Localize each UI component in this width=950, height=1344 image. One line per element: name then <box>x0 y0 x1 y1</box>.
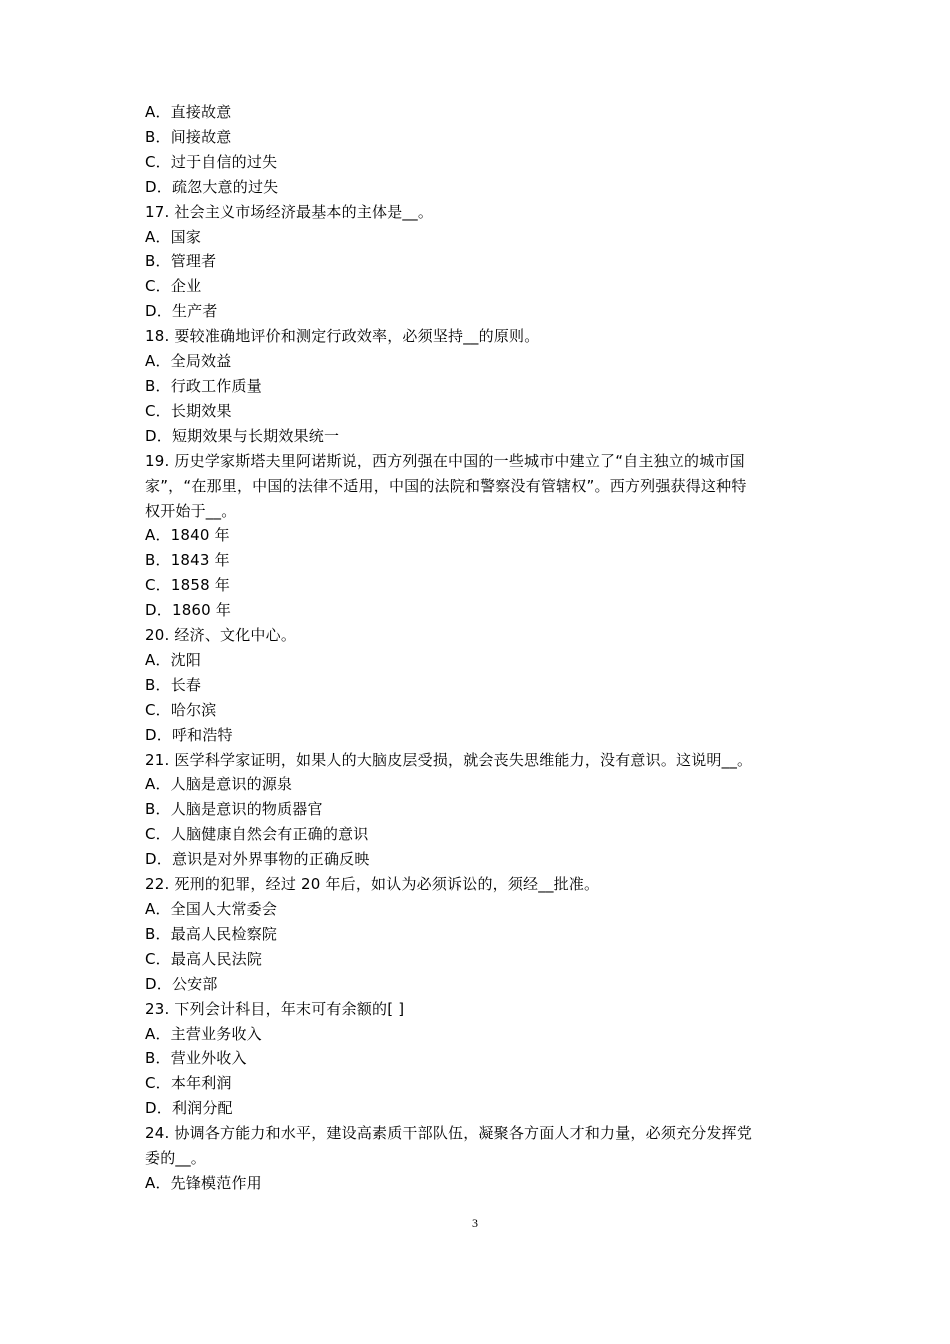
option-line: A．直接故意 <box>145 103 232 121</box>
page-content <box>145 100 817 1196</box>
option-line: D．公安部 <box>145 974 218 993</box>
option-line: C．哈尔滨 <box>145 700 217 719</box>
question-19-stem-line-3: 权开始于__。 <box>145 501 237 520</box>
option-line: B．长春 <box>145 675 202 694</box>
option-line: A．主营业务收入 <box>145 1024 262 1043</box>
question-18-stem: 18. 要较准确地评价和测定行政效率，必须坚持__的原则。 <box>145 327 540 346</box>
option-line: A．先锋模范作用 <box>145 1173 262 1192</box>
option-line: C．企业 <box>145 277 202 296</box>
question-24-stem-line-1: 24. 协调各方能力和水平，建设高素质干部队伍，凝聚各方面人才和力量，必须充分发挥党 <box>145 1124 753 1143</box>
option-line: A．1840 年 <box>145 526 230 545</box>
option-line: A．人脑是意识的源泉 <box>145 775 293 794</box>
question-21-stem: 21. 医学科学家证明，如果人的大脑皮层受损，就会丧失思维能力，没有意识。这说明__。 <box>145 750 753 769</box>
option-line: A．国家 <box>145 227 202 246</box>
question-23-stem: 23. 下列会计科目，年末可有余额的[ ] <box>145 999 405 1018</box>
option-line: D．呼和浩特 <box>145 725 233 744</box>
option-line: B．营业外收入 <box>145 1049 247 1068</box>
option-line: C．长期效果 <box>145 401 232 420</box>
option-line: B．行政工作质量 <box>145 376 262 395</box>
option-line: A．沈阳 <box>145 650 202 669</box>
option-line: B．1843 年 <box>145 551 230 570</box>
option-line: A．全局效益 <box>145 352 232 371</box>
page-number: 3 <box>472 1216 478 1230</box>
question-19-stem-line-1: 19. 历史学家斯塔夫里阿诺斯说，西方列强在中国的一些城市中建立了“自主独立的城市国 <box>145 451 745 470</box>
option-line: B．管理者 <box>145 252 217 271</box>
option-line: D．生产者 <box>145 302 218 321</box>
question-24-stem-line-2: 委的__。 <box>145 1149 207 1168</box>
option-line: D．利润分配 <box>145 1099 233 1118</box>
option-line: B．间接故意 <box>145 127 232 146</box>
option-line: B．最高人民检察院 <box>145 924 278 943</box>
option-line: D．疏忽大意的过失 <box>145 177 279 196</box>
option-line: C．1858 年 <box>145 576 231 595</box>
option-line: A．全国人大常委会 <box>145 900 278 918</box>
option-line: D．1860 年 <box>145 601 232 620</box>
option-line: C．过于自信的过失 <box>145 152 278 171</box>
option-line: C．人脑健康自然会有正确的意识 <box>145 825 369 844</box>
question-19-stem-line-2: 家”，“在那里，中国的法律不适用，中国的法院和警察没有管辖权”。西方列强获得这种特 <box>145 476 747 495</box>
option-line: B．人脑是意识的物质器官 <box>145 800 323 819</box>
option-line: D．短期效果与长期效果统一 <box>145 426 340 445</box>
option-line: C．最高人民法院 <box>145 949 263 968</box>
question-17-stem: 17. 社会主义市场经济最基本的主体是__。 <box>145 202 434 221</box>
option-line: C．本年利润 <box>145 1074 232 1093</box>
question-20-stem: 20. 经济、文化中心。 <box>145 626 297 645</box>
question-22-stem: 22. 死刑的犯罪，经过 20 年后，如认为必须诉讼的，须经__批准。 <box>145 875 600 894</box>
option-line: D．意识是对外界事物的正确反映 <box>145 850 370 869</box>
